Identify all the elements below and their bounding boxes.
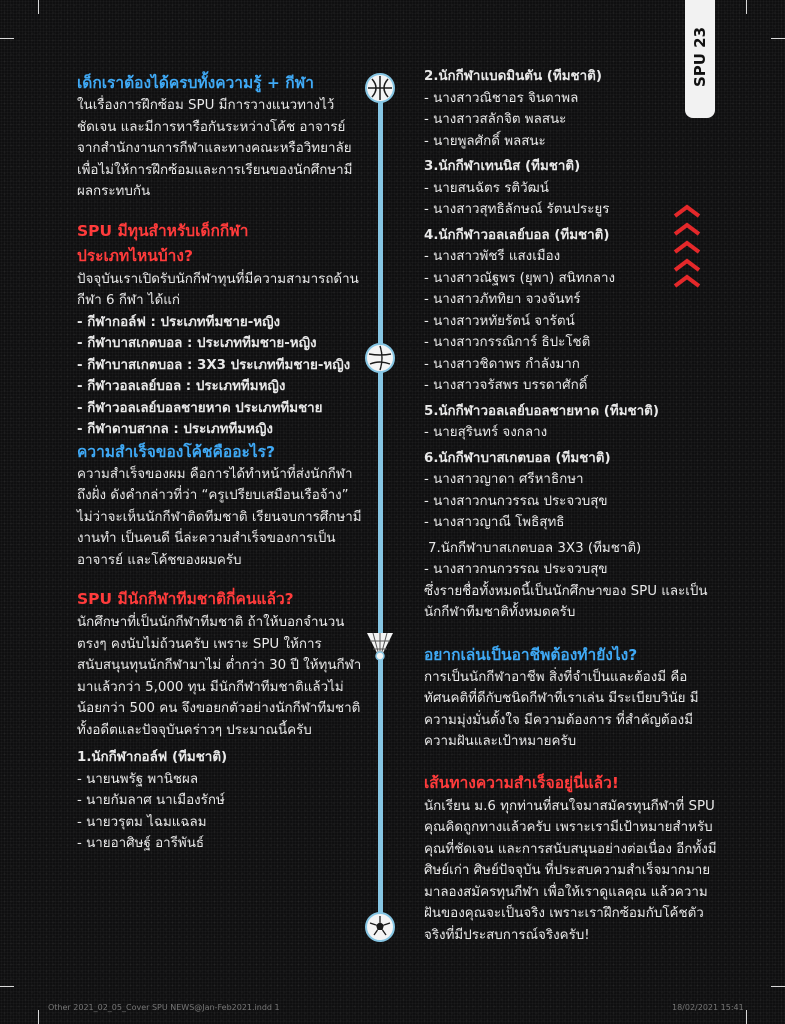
athlete-group-title: 6.นักกีฬาบาสเกตบอล (ทีมชาติ) (424, 450, 611, 466)
section-body: ในเรื่องการฝึกซ้อม SPU มีการวางแนวทางไว้ชัดเจน และมีการหารือกันระหว่างโค้ช อาจารย์จากสำนักงานการกีฬาและทางคณะหรือวิทยาลัย เพื่อไม่ให้การฝึกซ้อมและการเรียนของนักศึกษามีผลกระทบกัน (77, 98, 353, 199)
athlete-list (424, 422, 724, 444)
athlete-list (424, 469, 724, 534)
list-item: - กีฬาบาสเกตบอล : 3X3 ประเภททีมชาย-หญิง (77, 357, 351, 373)
crop-mark (38, 0, 39, 14)
athlete-group-title: 2.นักกีฬาแบดมินตัน (ทีมชาติ) (424, 69, 602, 84)
list-item: - นายอาศิษฐ์ อารีพันธ์ (77, 836, 205, 851)
list-item: - นางสาวกนกวรรณ ประจวบสุข (424, 493, 608, 509)
list-item: - นายวรุตม ไฉมแฉลม (77, 814, 207, 830)
list-item: - นางสาวกนกวรรณ ประจวบสุข (424, 562, 608, 577)
section-body: นักศึกษาที่เป็นนักกีฬาทีมชาติ ถ้าให้บอกจำนวนตรงๆ คงนับไม่ถ้วนครับ เพราะ SPU ให้การสนับสนุนทุนนักกีฬามาไม่ ต่ำกว่า 30 ปี ให้ทุนกีฬามาแล้วกว่า 5,000 ทุน มีนักกีฬาทีมชาติแล้วไม่น้อยกว่า 500 คน จึงขอยกตัวอย่างนักกีฬาทีมชาติ ทั้งอดีตและปัจจุบันคร่าวๆ ประมาณนี้ครับ (77, 615, 362, 738)
right-column (424, 66, 724, 946)
section-heading: เด็กเราต้องได้ครบทั้งความรู้ + กีฬา (77, 74, 314, 92)
list-item: - นางสาวกรรณิการ์ ธิปะโชติ (424, 335, 591, 350)
athlete-group-title: 4.นักกีฬาวอลเลย์บอล (ทีมชาติ) (424, 227, 610, 243)
closing-note: ซึ่งรายชื่อทั้งหมดนี้เป็นนักศึกษาของ SPU และเป็นนักกีฬาทีมชาติทั้งหมดครับ (424, 583, 708, 620)
athlete-list (77, 769, 362, 855)
athlete-group-title: 3.นักกีฬาเทนนิส (ทีมชาติ) (424, 159, 581, 174)
list-item: - นางสาวหทัยรัตน์ จารัตน์ (424, 313, 575, 329)
crop-mark (38, 1010, 39, 1024)
crop-mark (771, 986, 785, 987)
list-item: - กีฬาวอลเลย์บอลชายหาด ประเภททีมชาย (77, 400, 323, 416)
section-heading: SPU มีนักกีฬาทีมชาติกี่คนแล้ว? (77, 590, 294, 608)
soccer-ball-icon (365, 912, 395, 942)
list-item: - กีฬากอล์ฟ : ประเภททีมชาย-หญิง (77, 314, 281, 330)
list-item: - นางสาวจรัสพร บรรดาศักดิ์ (424, 378, 588, 393)
section-body: ปัจจุบันเราเปิดรับนักกีฬาทุนที่มีความสามารถด้านกีฬา 6 กีฬา ได้แก่ (77, 271, 359, 308)
athlete-group-title: 5.นักกีฬาวอลเลย์บอลชายหาด (ทีมชาติ) (424, 403, 659, 419)
athlete-list (424, 178, 724, 221)
list-item: - กีฬาวอลเลย์บอล : ประเภททีมหญิง (77, 379, 286, 394)
volleyball-icon (365, 343, 395, 373)
list-item: - นางสาวภัททิยา จวงจันทร์ (424, 292, 581, 307)
list-item: - นางสาวญาณี โพธิสุทธิ (424, 515, 565, 530)
crop-mark (746, 0, 747, 14)
crop-mark (0, 986, 14, 987)
list-item: - นางสาวญาดา ศรีหาธิกษา (424, 472, 584, 487)
athlete-list (424, 559, 724, 581)
crop-mark (0, 38, 14, 39)
athlete-list (424, 88, 724, 153)
section-heading: SPU มีทุนสำหรับเด็กกีฬา (77, 221, 249, 240)
list-item: - นายกัมลาศ นาเมืองรักษ์ (77, 793, 225, 808)
timeline-line (378, 88, 383, 928)
left-column (77, 72, 362, 855)
print-slug-date: 18/02/2021 15:41 (672, 1003, 744, 1012)
section-heading: อยากเล่นเป็นอาชีพต้องทำยังไง? (424, 645, 638, 664)
athlete-group-title: 1.นักกีฬากอล์ฟ (ทีมชาติ) (77, 750, 228, 765)
list-item: - นางสาวสุทธิลักษณ์ รัตนประยูร (424, 202, 610, 217)
athlete-group-title: 7.นักกีฬาบาสเกตบอล 3X3 (ทีมชาติ) (428, 540, 642, 556)
list-item: - กีฬาบาสเกตบอล : ประเภททีมชาย-หญิง (77, 336, 317, 351)
sport-list (77, 312, 362, 441)
section-body: ความสำเร็จของผม คือการได้ทำหน้าที่ส่งนักกีฬาถึงฝั่ง ดังคำกล่าวที่ว่า “ครูเปรียบเสมือนเรือจ้าง” ไม่ว่าจะเห็นนักกีฬาติดทีมชาติ เรียนจบการศึกษามีงานทำ เป็นคนดี นี่ล่ะความสำเร็จของการเป็นอาจารย์ และโค้ชของผมครับ (77, 466, 362, 568)
list-item: - นายพูลศักดิ์ พลสนะ (424, 133, 546, 149)
list-item: - นางสาวณิชาอร จินดาพล (424, 90, 579, 106)
section-heading: ความสำเร็จของโค้ชคืออะไร? (77, 442, 275, 461)
list-item: - นางสาวชิดาพร กำลังมาก (424, 356, 580, 372)
section-heading: เส้นทางความสำเร็จอยู่นี่แล้ว! (424, 773, 619, 792)
shuttlecock-icon (363, 625, 397, 661)
list-item: - กีฬาดาบสากล : ประเภททีมหญิง (77, 422, 273, 437)
print-slug-file: Other 2021_02_05_Cover SPU NEWS@Jan-Feb2021.indd 1 (48, 1003, 280, 1012)
basketball-icon (365, 73, 395, 103)
section-body: การเป็นนักกีฬาอาชีพ สิ่งที่จำเป็นและต้องมี คือทัศนคติที่ดีกับชนิดกีฬาที่เราเล่น มีระเบียบวินัย มีความมุ่งมั่นตั้งใจ มีความต้องการ ที่สำคัญต้องมีความฝันและเป้าหมายครับ (424, 669, 699, 749)
section-heading: ประเภทไหนบ้าง? (77, 246, 193, 265)
list-item: - นางสาวณัฐพร (ยุพา) สนิทกลาง (424, 270, 616, 286)
page-number-label: SPU 23 (691, 26, 709, 88)
list-item: - นายสนฉัตร รติวัฒน์ (424, 180, 549, 196)
crop-mark (746, 1010, 747, 1024)
section-body: นักเรียน ม.6 ทุกท่านที่สนใจมาสมัครทุนกีฬาที่ SPU คุณคิดถูกทางแล้วครับ เพราะเรามีเป้าหมายสำหรับคุณที่ชัดเจน และการสนับสนุนอย่างต่อเนื่อง อีกทั้งมีศิษย์เก่า ศิษย์ปัจจุบัน ที่ประสบความสำเร็จมากมาย มาลองสมัครทุนกีฬา เพื่อให้เราดูแลคุณ แล้วความฝันของคุณจะเป็นจริง เพราะเราฝึกซ้อมกับโค้ชตัวจริงที่มีประสบการณ์จริงครับ! (424, 798, 717, 943)
athlete-list (424, 246, 724, 397)
list-item: - นางสาวพัชรี แสงเมือง (424, 249, 561, 264)
list-item: - นายนพรัฐ พานิชผล (77, 771, 199, 787)
list-item: - นายสุรินทร์ จงกลาง (424, 425, 548, 440)
list-item: - นางสาวสลักจิต พลสนะ (424, 112, 567, 127)
crop-mark (771, 38, 785, 39)
